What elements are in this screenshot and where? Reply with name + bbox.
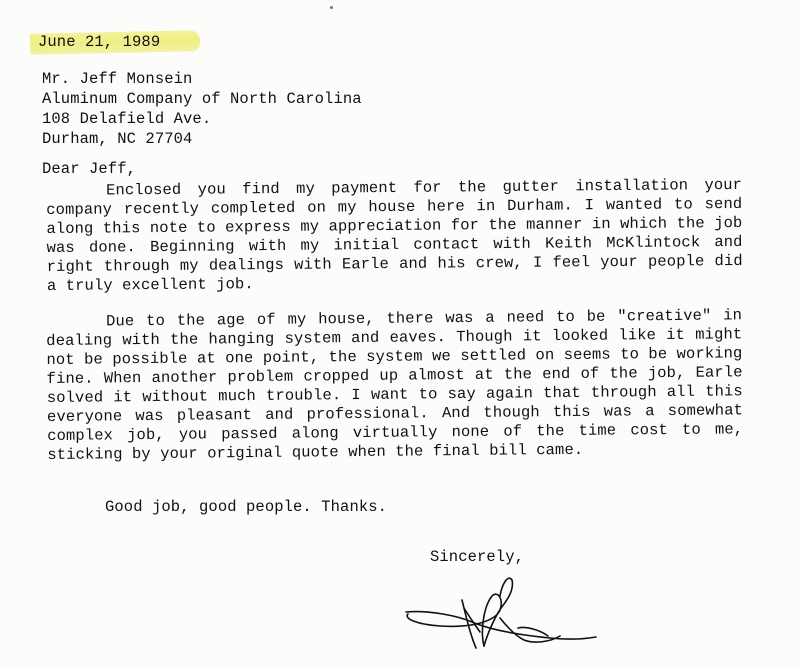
recipient-address [42, 69, 362, 149]
letter-date: June 21, 1989 [38, 33, 161, 51]
recipient-name: Mr. Jeff Monsein [42, 70, 193, 88]
recipient-city: Durham, NC 27704 [42, 130, 193, 148]
paper-speck [330, 6, 333, 9]
signature-icon [400, 570, 610, 668]
handwritten-signature [400, 570, 610, 668]
paragraph-1-text: Enclosed you find my payment for the gutter installation your company recently completed on my house here in Durham. I wanted to send along this note to express my appreciation for the manner in which the job was done. Beginning with my initial contact with Keith McKlintock and right through my dealings with Earle and his crew, I feel your people did a truly excellent job. [46, 175, 743, 295]
body-paragraph-2 [46, 306, 743, 465]
closing-line: Good job, good people. Thanks. [105, 498, 388, 516]
body-paragraph-1 [46, 176, 743, 296]
paragraph-2-text: Due to the age of my house, there was a need to be "creative" in dealing with the hanging system and eaves. Though it looked like it might not be possible at one point, the system we settled on seems to be working fine. When another problem cropped up almost at the end of the job, Earle solved it without much trouble. I want to say again that through all this everyone was pleasant and professional. And though this was a somewhat complex job, you passed along virtually none of the time cost to me, sticking by your original quote when the final bill came. [46, 306, 744, 464]
salutation: Dear Jeff, [42, 160, 137, 178]
sign-off: Sincerely, [430, 548, 525, 566]
recipient-street: 108 Delafield Ave. [42, 110, 212, 128]
date-line [30, 31, 202, 53]
recipient-company: Aluminum Company of North Carolina [42, 90, 362, 108]
